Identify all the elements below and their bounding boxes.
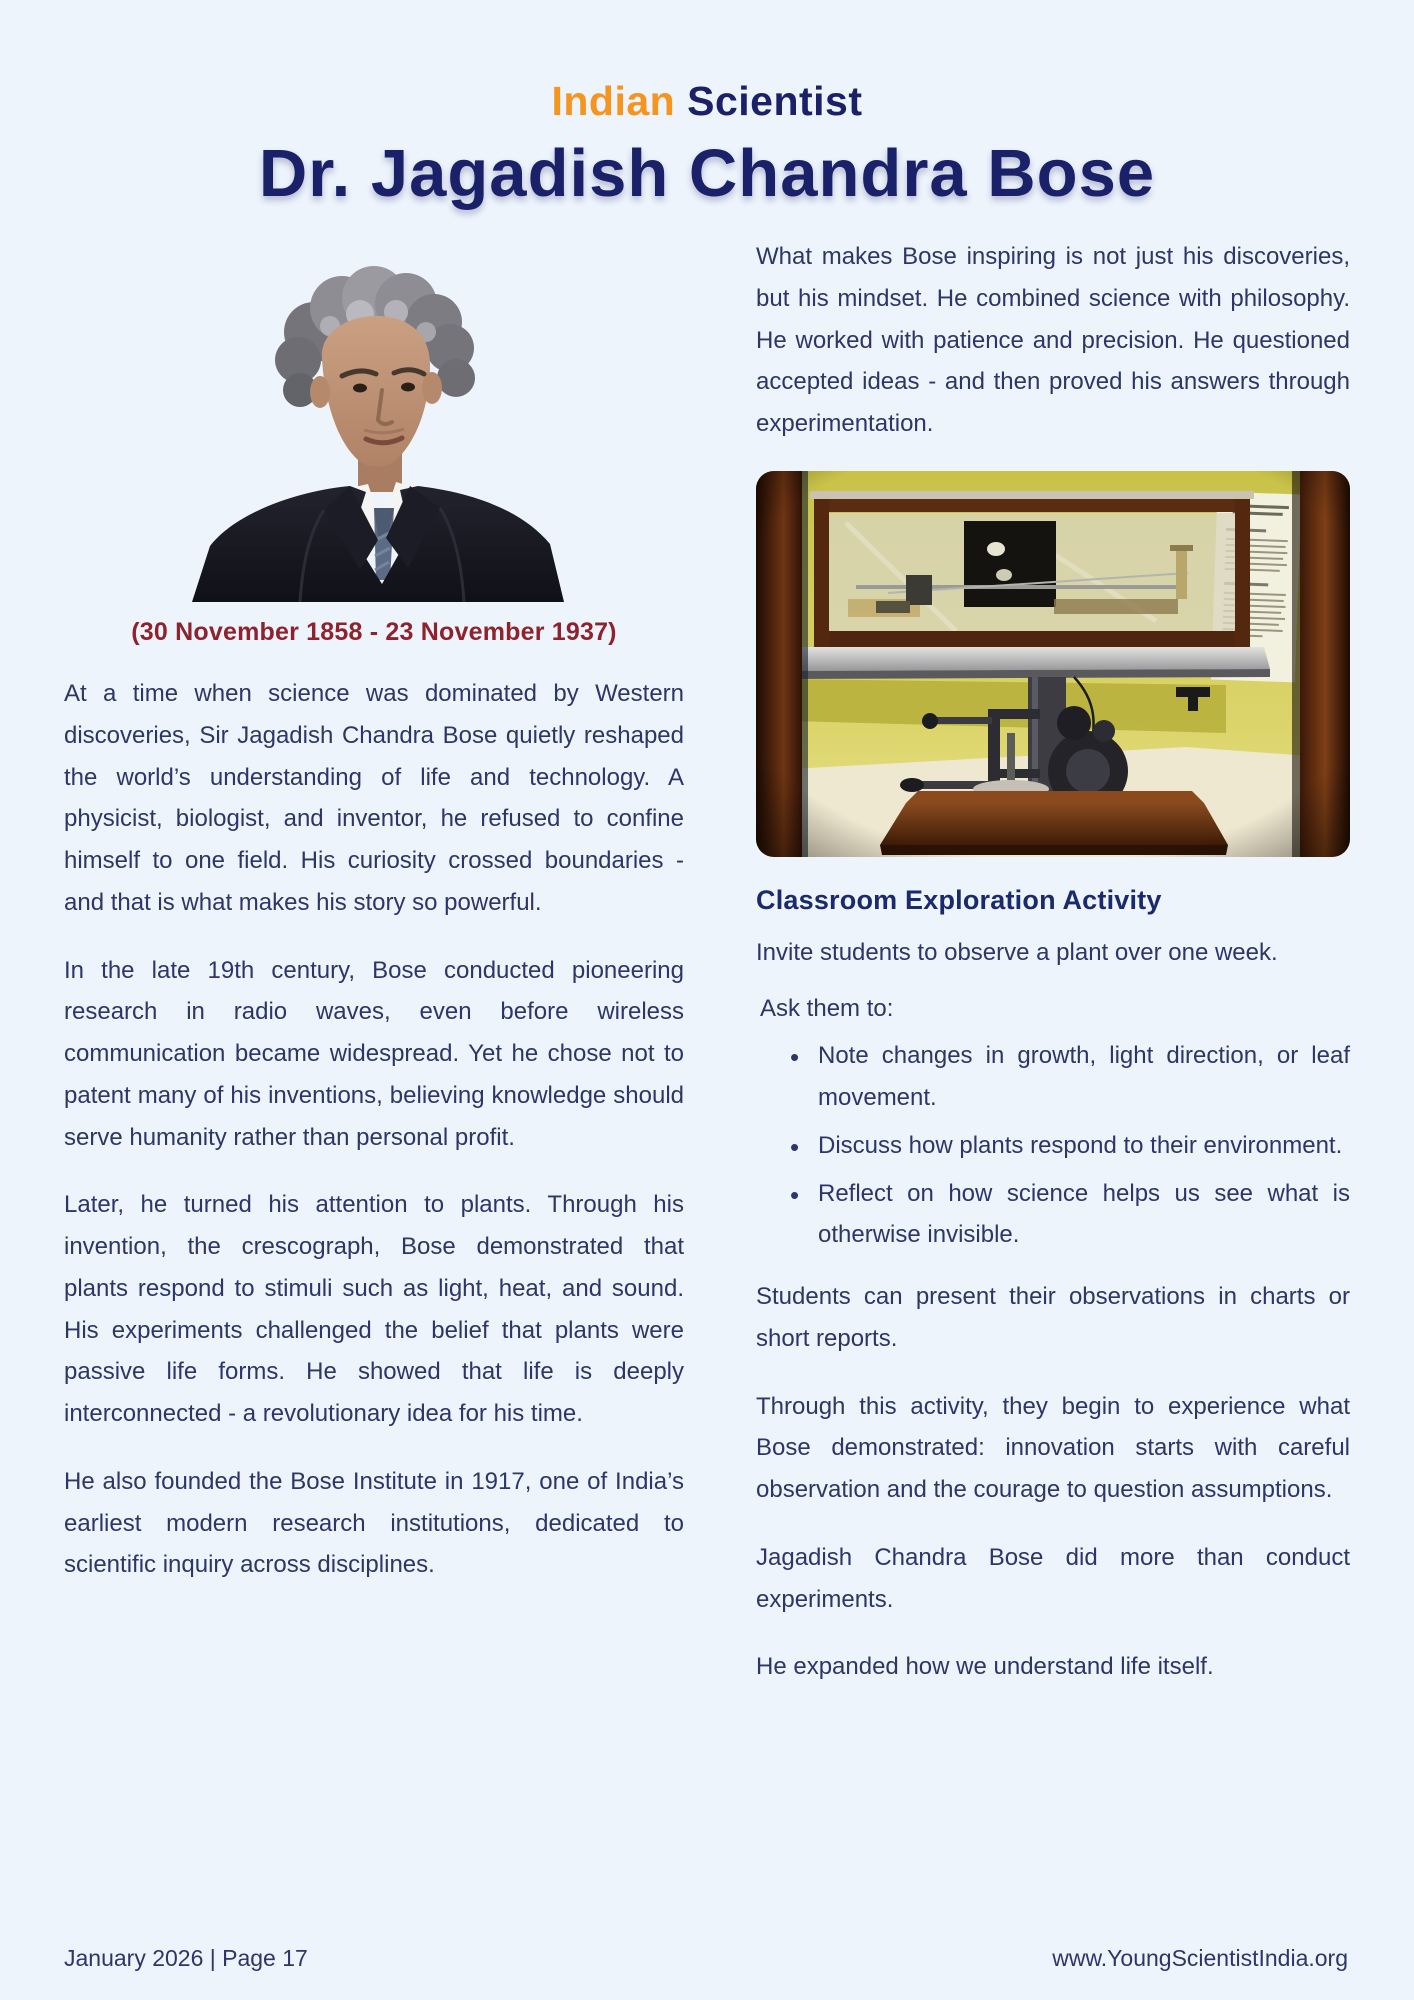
- paragraph: What makes Bose inspiring is not just his discoveries, but his mindset. He combined science with philosophy. He worked with patience and precision. He questioned accepted ideas - and then proved his answers through experimentation.: [756, 243, 1350, 437]
- left-column: [64, 234, 684, 1688]
- kicker-word-indian: Indian: [551, 78, 676, 124]
- face: [310, 316, 442, 492]
- portrait-photo: [164, 240, 584, 602]
- page-title: Dr. Jagadish Chandra Bose: [258, 136, 1156, 211]
- section-kicker: [0, 78, 1414, 125]
- paragraph: He also founded the Bose Institute in 1917, one of India’s earliest modern research institutions, dedicated to scientific inquiry across disciplines.: [64, 1467, 684, 1579]
- paragraph: Through this activity, they begin to experience what Bose demonstrated: innovation starts with careful observation and the courage to question assumptions.: [756, 1392, 1350, 1503]
- paragraph: In the late 19th century, Bose conducted pioneering research in radio waves, even before wireless communication became widespread. Yet he chose not to patent many of his inventions, believing knowledge should serve humanity rather than personal profit.: [64, 956, 684, 1151]
- paragraph: Students can present their observations in charts or short reports.: [756, 1283, 1350, 1352]
- list-item: • Discuss how plants respond to their environment.: [756, 1125, 1350, 1167]
- masthead: [0, 0, 1414, 212]
- portrait-caption: (30 November 1858 - 23 November 1937): [131, 618, 617, 646]
- kicker-word-scientist: Scientist: [687, 78, 863, 124]
- portrait-illustration: [164, 240, 584, 602]
- ask-prompt: Ask them to:: [760, 994, 894, 1022]
- crescograph-illustration: [756, 471, 1350, 857]
- suit: [192, 482, 564, 602]
- page-footer: [64, 1945, 1348, 1972]
- right-column: [756, 234, 1350, 1688]
- paragraph: Later, he turned his attention to plants. Through his invention, the crescograph, Bose demonstrated that plants respond to stimuli such as light, heat, and sound. His experiments challenged the belief that plants were passive life forms. He showed that life is deeply interconnected - a revolutionary idea for his time.: [64, 1191, 684, 1427]
- activity-list: [756, 1035, 1350, 1256]
- list-item: • Note changes in growth, light direction, or leaf movement.: [756, 1035, 1350, 1119]
- paragraph: Jagadish Chandra Bose did more than conduct experiments.: [756, 1543, 1350, 1613]
- footer-issue-page: January 2026 | Page 17: [64, 1945, 308, 1971]
- paragraph: At a time when science was dominated by Western discoveries, Sir Jagadish Chandra Bose quietly reshaped the world’s understanding of life and technology. A physicist, biologist, and inventor, he refused to confine himself to one field. His curiosity crossed boundaries - and that is what makes his story so powerful.: [64, 680, 684, 916]
- two-column-layout: [0, 234, 1414, 1688]
- crescograph-photo: [756, 471, 1350, 857]
- list-item: • Reflect on how science helps us see what is otherwise invisible.: [756, 1173, 1350, 1257]
- paragraph: Invite students to observe a plant over one week.: [756, 938, 1278, 966]
- paragraph: He expanded how we understand life itself.: [756, 1653, 1214, 1681]
- activity-heading: Classroom Exploration Activity: [756, 884, 1162, 915]
- footer-website: www.YoungScientistIndia.org: [1052, 1945, 1348, 1971]
